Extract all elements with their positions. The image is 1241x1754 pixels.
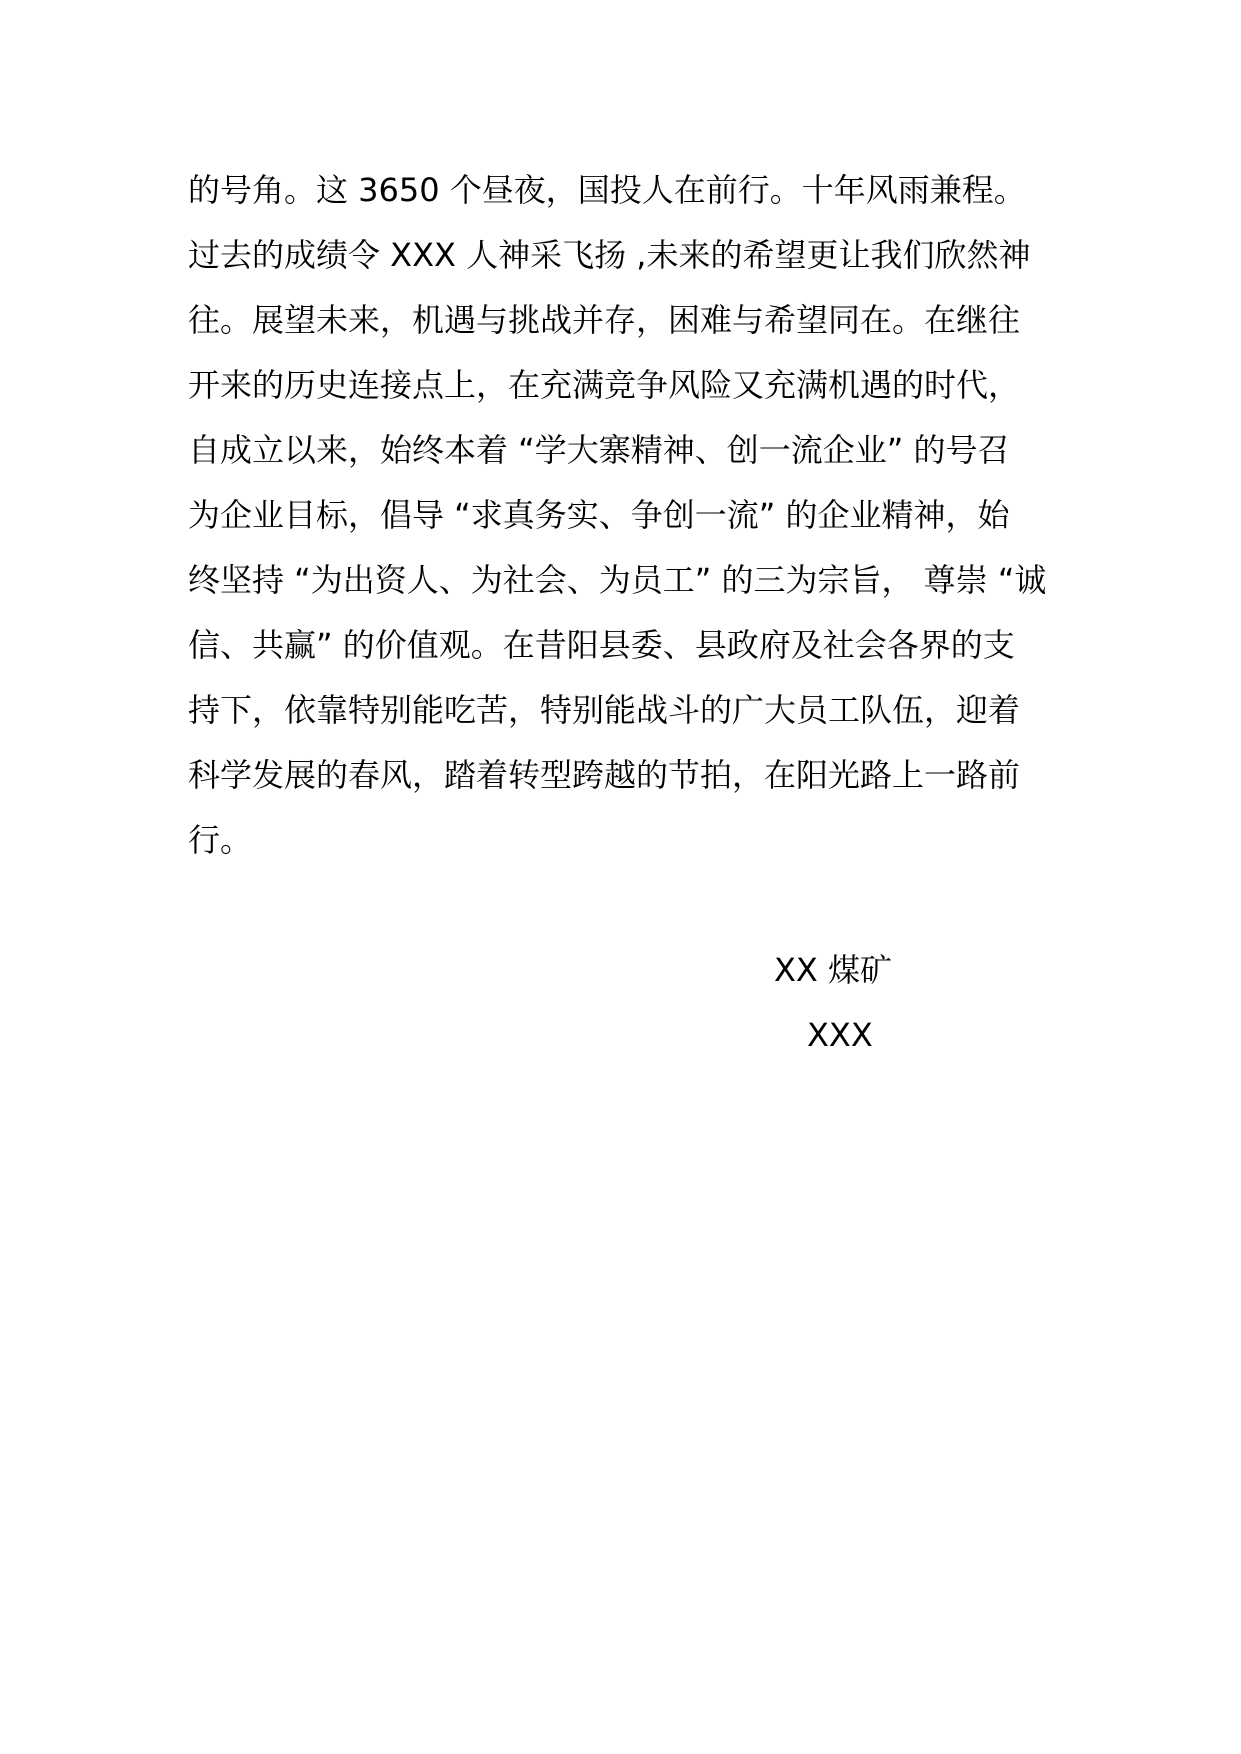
signature-company: XX 煤矿 — [774, 951, 893, 989]
paragraph-line: 自成立以来，始终本着 “学大寨精神、创一流企业” 的号召 — [188, 431, 1010, 469]
paragraph-line: 行。 — [188, 821, 253, 859]
paragraph-line: 信、共赢” 的价值观。在昔阳县委、县政府及社会各界的支 — [188, 626, 1015, 664]
body-paragraph — [188, 158, 1068, 873]
paragraph-line: 过去的成绩令 XXX 人神采飞扬 ,未来的希望更让我们欣然神 — [188, 236, 1031, 274]
paragraph-line: 终坚持 “为出资人、为社会、为员工” 的三为宗旨， 尊崇 “诚 — [188, 561, 1047, 599]
paragraph-line: 科学发展的春风，踏着转型跨越的节拍，在阳光路上一路前 — [188, 756, 1021, 794]
paragraph-line: 的号角。这 3650 个昼夜，国投人在前行。十年风雨兼程。 — [188, 171, 1026, 209]
signature-block — [700, 938, 1000, 1068]
signature-person: XXX — [807, 1016, 873, 1054]
paragraph-line: 为企业目标，倡导 “求真务实、争创一流” 的企业精神，始 — [188, 496, 1010, 534]
paragraph-line: 往。展望未来，机遇与挑战并存，困难与希望同在。在继往 — [188, 301, 1021, 339]
paragraph-line: 持下，依靠特别能吃苦，特别能战斗的广大员工队伍，迎着 — [188, 691, 1021, 729]
paragraph-line: 开来的历史连接点上，在充满竞争风险又充满机遇的时代， — [188, 366, 1021, 404]
